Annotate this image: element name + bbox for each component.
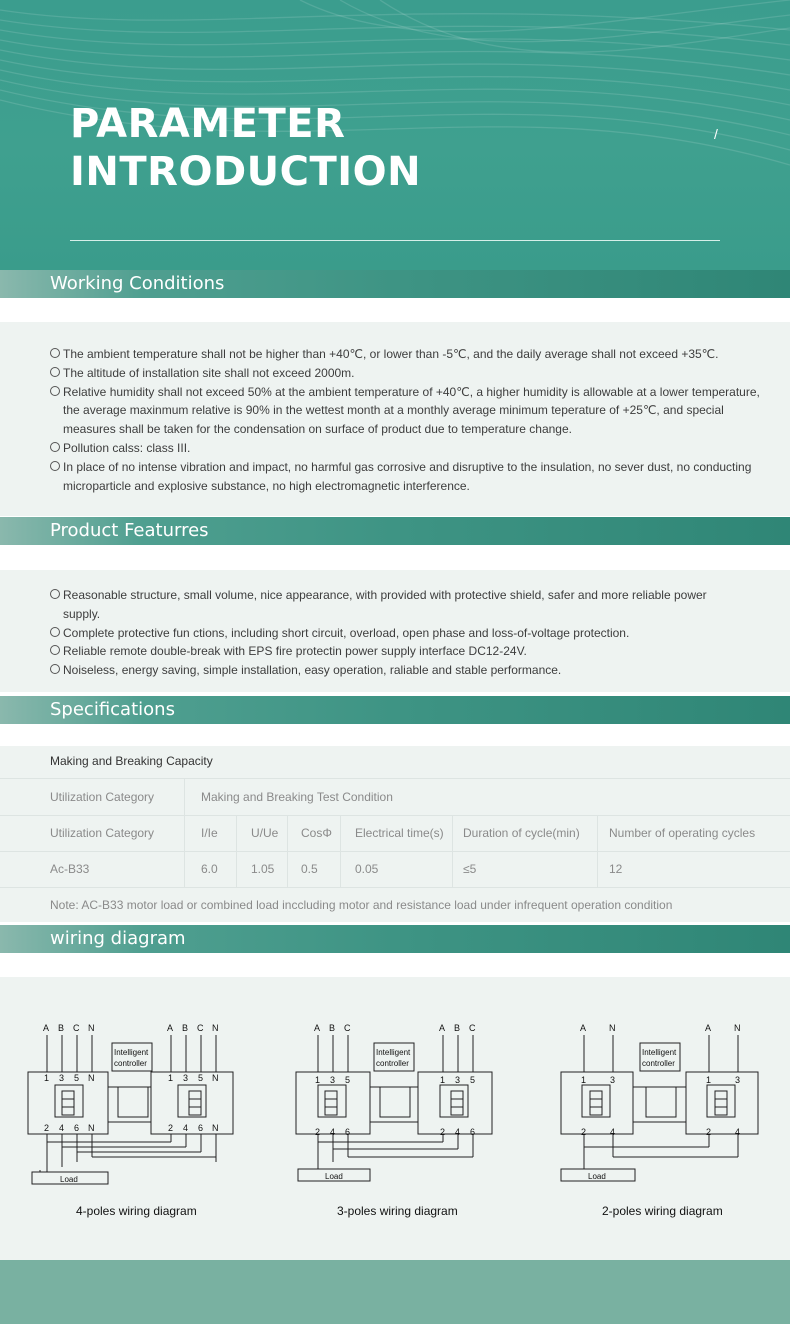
circle-bullet-icon <box>50 386 60 396</box>
svg-text:C: C <box>197 1023 204 1033</box>
svg-text:B: B <box>329 1023 336 1033</box>
features-list <box>50 586 740 680</box>
list-item: Complete protective fun ctions, including short circuit, overload, open phase and loss-of-voltage protection. <box>50 624 740 643</box>
svg-text:5: 5 <box>198 1073 204 1083</box>
footer-band <box>0 1260 790 1324</box>
svg-text:N: N <box>88 1123 95 1133</box>
table-header-cell: Number of operating cycles <box>609 826 756 840</box>
caption-3-poles: 3-poles wiring diagram <box>337 1204 458 1218</box>
list-item: Pollution calss: class III. <box>50 439 770 458</box>
section-bar-wiring-diagram <box>0 925 790 953</box>
circle-bullet-icon <box>50 367 60 377</box>
svg-text:2: 2 <box>581 1127 587 1137</box>
svg-text:B: B <box>454 1023 461 1033</box>
two-pole-wiring-diagram <box>561 1023 758 1181</box>
svg-text:6: 6 <box>74 1123 80 1133</box>
table-col-divider <box>597 815 598 887</box>
table-header-cell: CosΦ <box>301 826 332 840</box>
svg-text:N: N <box>212 1073 219 1083</box>
circle-bullet-icon <box>50 442 60 452</box>
svg-text:2: 2 <box>44 1123 50 1133</box>
table-header-cell: I/Ie <box>201 826 218 840</box>
svg-text:2: 2 <box>440 1127 446 1137</box>
circle-bullet-icon <box>50 461 60 471</box>
table-col-divider <box>452 815 453 887</box>
section-title: Product Featurres <box>50 520 209 541</box>
svg-text:N: N <box>212 1023 219 1033</box>
svg-text:Load: Load <box>60 1175 78 1184</box>
table-divider <box>0 778 790 779</box>
list-item: The ambient temperature shall not be higher than +40℃, or lower than -5℃, and the daily average shall not exceed +35℃. <box>50 345 770 364</box>
svg-text:5: 5 <box>345 1075 351 1085</box>
table-value-cell: Ac-B33 <box>50 862 90 876</box>
svg-text:Intelligent: Intelligent <box>114 1048 149 1057</box>
table-cell: Utilization Category <box>50 790 155 804</box>
list-item: In place of no intense vibration and impact, no harmful gas corrosive and disruptive to the insulation, no sever dust, no conducting microparticle and explosive substance, no high electromagnetic interference. <box>50 458 770 496</box>
table-col-divider <box>287 815 288 887</box>
svg-text:Load: Load <box>325 1172 343 1181</box>
page-title <box>70 100 421 196</box>
svg-text:5: 5 <box>74 1073 80 1083</box>
spec-note: Note: AC-B33 motor load or combined load inccluding motor and resistance load under infrequent operation condition <box>50 898 673 912</box>
svg-text:3: 3 <box>455 1075 461 1085</box>
breaker-left <box>28 1072 108 1134</box>
svg-text:N: N <box>88 1073 95 1083</box>
section-title: Specifications <box>50 699 175 720</box>
svg-text:N: N <box>609 1023 616 1033</box>
section-bar-specifications <box>0 696 790 724</box>
table-divider <box>0 851 790 852</box>
table-value-cell: ≤5 <box>463 862 477 876</box>
svg-text:3: 3 <box>183 1073 189 1083</box>
circle-bullet-icon <box>50 645 60 655</box>
caption-4-poles: 4-poles wiring diagram <box>76 1204 197 1218</box>
hero-banner <box>0 0 790 270</box>
circle-bullet-icon <box>50 589 60 599</box>
svg-text:2: 2 <box>315 1127 321 1137</box>
svg-text:5: 5 <box>470 1075 476 1085</box>
svg-text:C: C <box>469 1023 476 1033</box>
svg-text:B: B <box>58 1023 65 1033</box>
table-value-cell: 0.05 <box>355 862 379 876</box>
svg-text:4: 4 <box>183 1123 189 1133</box>
svg-text:A: A <box>314 1023 321 1033</box>
table-header-cell: U/Ue <box>251 826 279 840</box>
table-value-cell: 12 <box>609 862 623 876</box>
svg-text:1: 1 <box>706 1075 712 1085</box>
svg-text:N: N <box>212 1123 219 1133</box>
svg-text:controller: controller <box>376 1059 409 1068</box>
table-divider <box>0 887 790 888</box>
svg-text:1: 1 <box>44 1073 50 1083</box>
title-line-2: INTRODUCTION <box>70 149 422 195</box>
four-pole-wiring-diagram <box>28 1023 233 1184</box>
table-col-divider <box>340 815 341 887</box>
table-header-cell: Duration of cycle(min) <box>463 826 580 840</box>
svg-text:2: 2 <box>168 1123 174 1133</box>
svg-text:A: A <box>43 1023 50 1033</box>
svg-text:A: A <box>705 1023 712 1033</box>
section-bar-working-conditions <box>0 270 790 298</box>
svg-text:6: 6 <box>198 1123 204 1133</box>
three-pole-wiring-diagram <box>296 1023 492 1181</box>
svg-text:3: 3 <box>735 1075 741 1085</box>
table-divider <box>0 815 790 816</box>
table-header-cell: Electrical time(s) <box>355 826 444 840</box>
working-conditions-list <box>50 345 770 495</box>
svg-text:Load: Load <box>588 1172 606 1181</box>
circle-bullet-icon <box>50 348 60 358</box>
svg-text:4: 4 <box>735 1127 741 1137</box>
section-title: wiring diagram <box>50 928 186 949</box>
svg-text:4: 4 <box>610 1127 616 1137</box>
svg-text:N: N <box>734 1023 741 1033</box>
title-line-1: PARAMETER <box>70 101 346 147</box>
table-value-cell: 6.0 <box>201 862 218 876</box>
circle-bullet-icon <box>50 627 60 637</box>
svg-text:4: 4 <box>330 1127 336 1137</box>
svg-text:6: 6 <box>470 1127 476 1137</box>
svg-text:Intelligent: Intelligent <box>642 1048 677 1057</box>
svg-text:3: 3 <box>330 1075 336 1085</box>
list-item: Reliable remote double-break with EPS fire protectin power supply interface DC12-24V. <box>50 642 740 661</box>
svg-text:C: C <box>344 1023 351 1033</box>
title-divider <box>70 240 720 241</box>
section-bar-product-features <box>0 517 790 545</box>
table-col-divider <box>236 815 237 887</box>
caption-2-poles: 2-poles wiring diagram <box>602 1204 723 1218</box>
circle-bullet-icon <box>50 664 60 674</box>
list-item: The altitude of installation site shall not exceed 2000m. <box>50 364 770 383</box>
svg-text:controller: controller <box>642 1059 675 1068</box>
svg-text:A: A <box>580 1023 587 1033</box>
svg-text:A: A <box>439 1023 446 1033</box>
svg-text:4: 4 <box>455 1127 461 1137</box>
svg-text:N: N <box>88 1023 95 1033</box>
spec-caption: Making and Breaking Capacity <box>50 754 213 768</box>
table-header-cell: Utilization Category <box>50 826 155 840</box>
list-item: Reasonable structure, small volume, nice appearance, with provided with protective shield, safer and more reliable power supply. <box>50 586 740 624</box>
list-item: Noiseless, energy saving, simple installation, easy operation, raliable and stable performance. <box>50 661 740 680</box>
list-item: Relative humidity shall not exceed 50% at the ambient temperature of +40℃, a higher humidity is allowable at a lower temperature, the average maxinmum relative is 90% in the wettest month at a monthly average minimum teperature of +25℃, and special measures shall be taken for the condensation on surface of product due to temperature change. <box>50 383 770 439</box>
svg-text:A: A <box>167 1023 174 1033</box>
table-col-divider <box>184 778 185 887</box>
svg-text:1: 1 <box>168 1073 174 1083</box>
svg-text:3: 3 <box>610 1075 616 1085</box>
svg-text:Intelligent: Intelligent <box>376 1048 411 1057</box>
svg-text:4: 4 <box>59 1123 65 1133</box>
svg-text:1: 1 <box>440 1075 446 1085</box>
svg-text:2: 2 <box>706 1127 712 1137</box>
tick-mark: / <box>714 126 718 142</box>
table-value-cell: 0.5 <box>301 862 318 876</box>
svg-text:1: 1 <box>315 1075 321 1085</box>
svg-text:3: 3 <box>59 1073 65 1083</box>
table-value-cell: 1.05 <box>251 862 275 876</box>
svg-text:6: 6 <box>345 1127 351 1137</box>
table-cell: Making and Breaking Test Condition <box>201 790 393 804</box>
section-title: Working Conditions <box>50 273 225 294</box>
svg-text:controller: controller <box>114 1059 147 1068</box>
svg-text:C: C <box>73 1023 80 1033</box>
svg-text:1: 1 <box>581 1075 587 1085</box>
svg-text:B: B <box>182 1023 189 1033</box>
breaker-right <box>151 1072 233 1134</box>
